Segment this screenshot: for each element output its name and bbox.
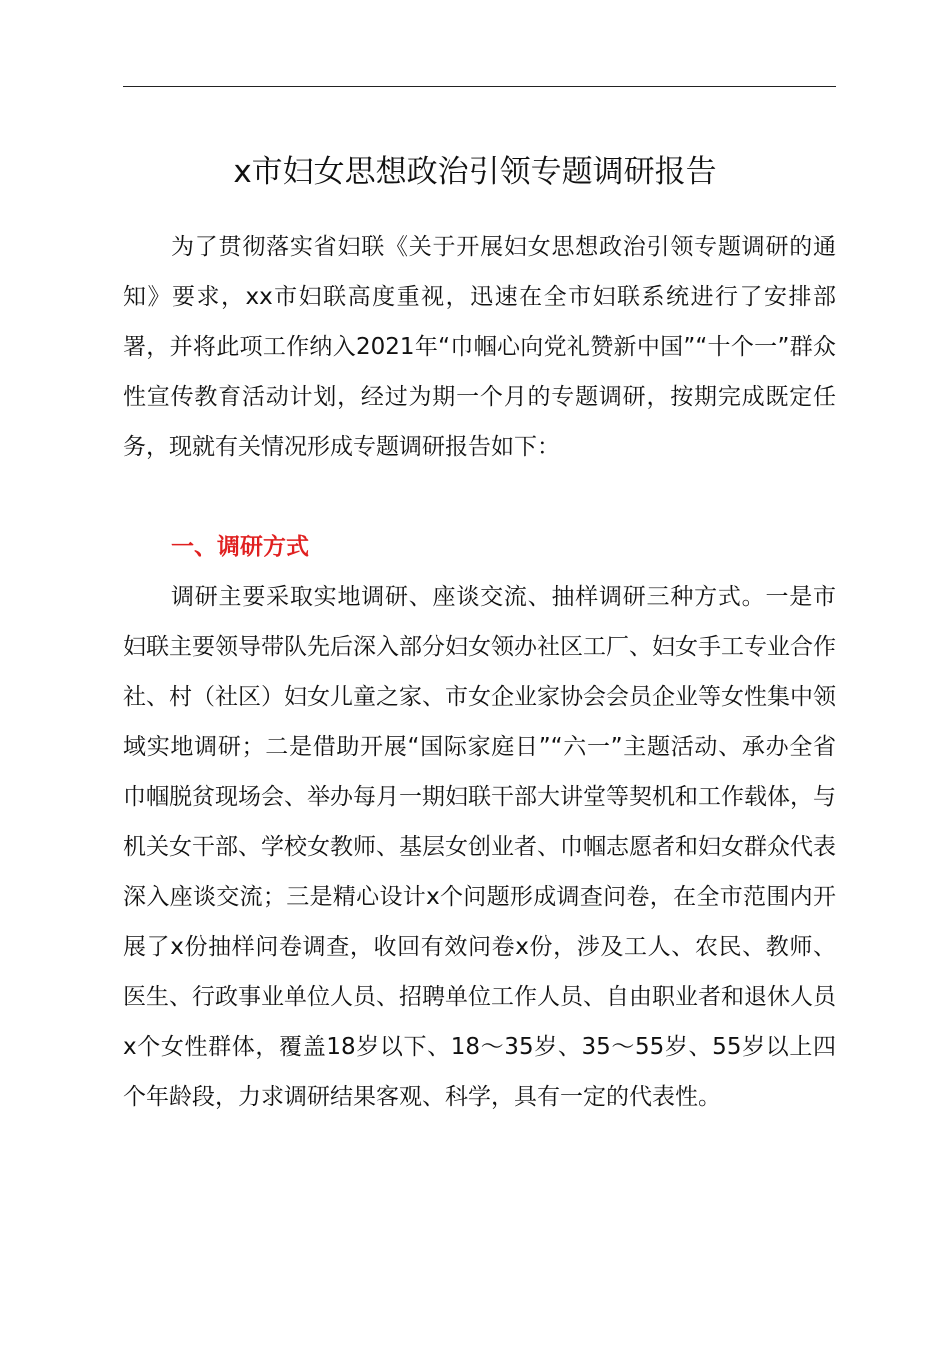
header-divider — [123, 86, 836, 87]
research-methods-paragraph: 调研主要采取实地调研、座谈交流、抽样调研三种方式。一是市妇联主要领导带队先后深入部分妇女领办社区工厂、妇女手工专业合作社、村（社区）妇女儿童之家、市女企业家协会会员企业等女性集中领域实地调研；二是借助开展“国际家庭日”“六一”主题活动、承办全省巾帼脱贫现场会、举办每月一期妇联干部大讲堂等契机和工作载体，与机关女干部、学校女教师、基层女创业者、巾帼志愿者和妇女群众代表深入座谈交流；三是精心设计x个问题形成调查问卷，在全市范围内开展了x份抽样问卷调查，收回有效问卷x份，涉及工人、农民、教师、医生、行政事业单位人员、招聘单位工作人员、自由职业者和退休人员x个女性群体，覆盖18岁以下、18～35岁、35～55岁、55岁以上四个年龄段，力求调研结果客观、科学，具有一定的代表性。 — [123, 584, 836, 1110]
section-heading-research-methods: 一、调研方式 — [171, 534, 309, 560]
document-title: x市妇女思想政治引领专题调研报告 — [233, 154, 717, 190]
intro-paragraph: 为了贯彻落实省妇联《关于开展妇女思想政治引领专题调研的通知》要求，xx市妇联高度重视，迅速在全市妇联系统进行了安排部署，并将此项工作纳入2021年“巾帼心向党礼赞新中国”“十个一”群众性宣传教育活动计划，经过为期一个月的专题调研，按期完成既定任务，现就有关情况形成专题调研报告如下： — [123, 234, 836, 460]
